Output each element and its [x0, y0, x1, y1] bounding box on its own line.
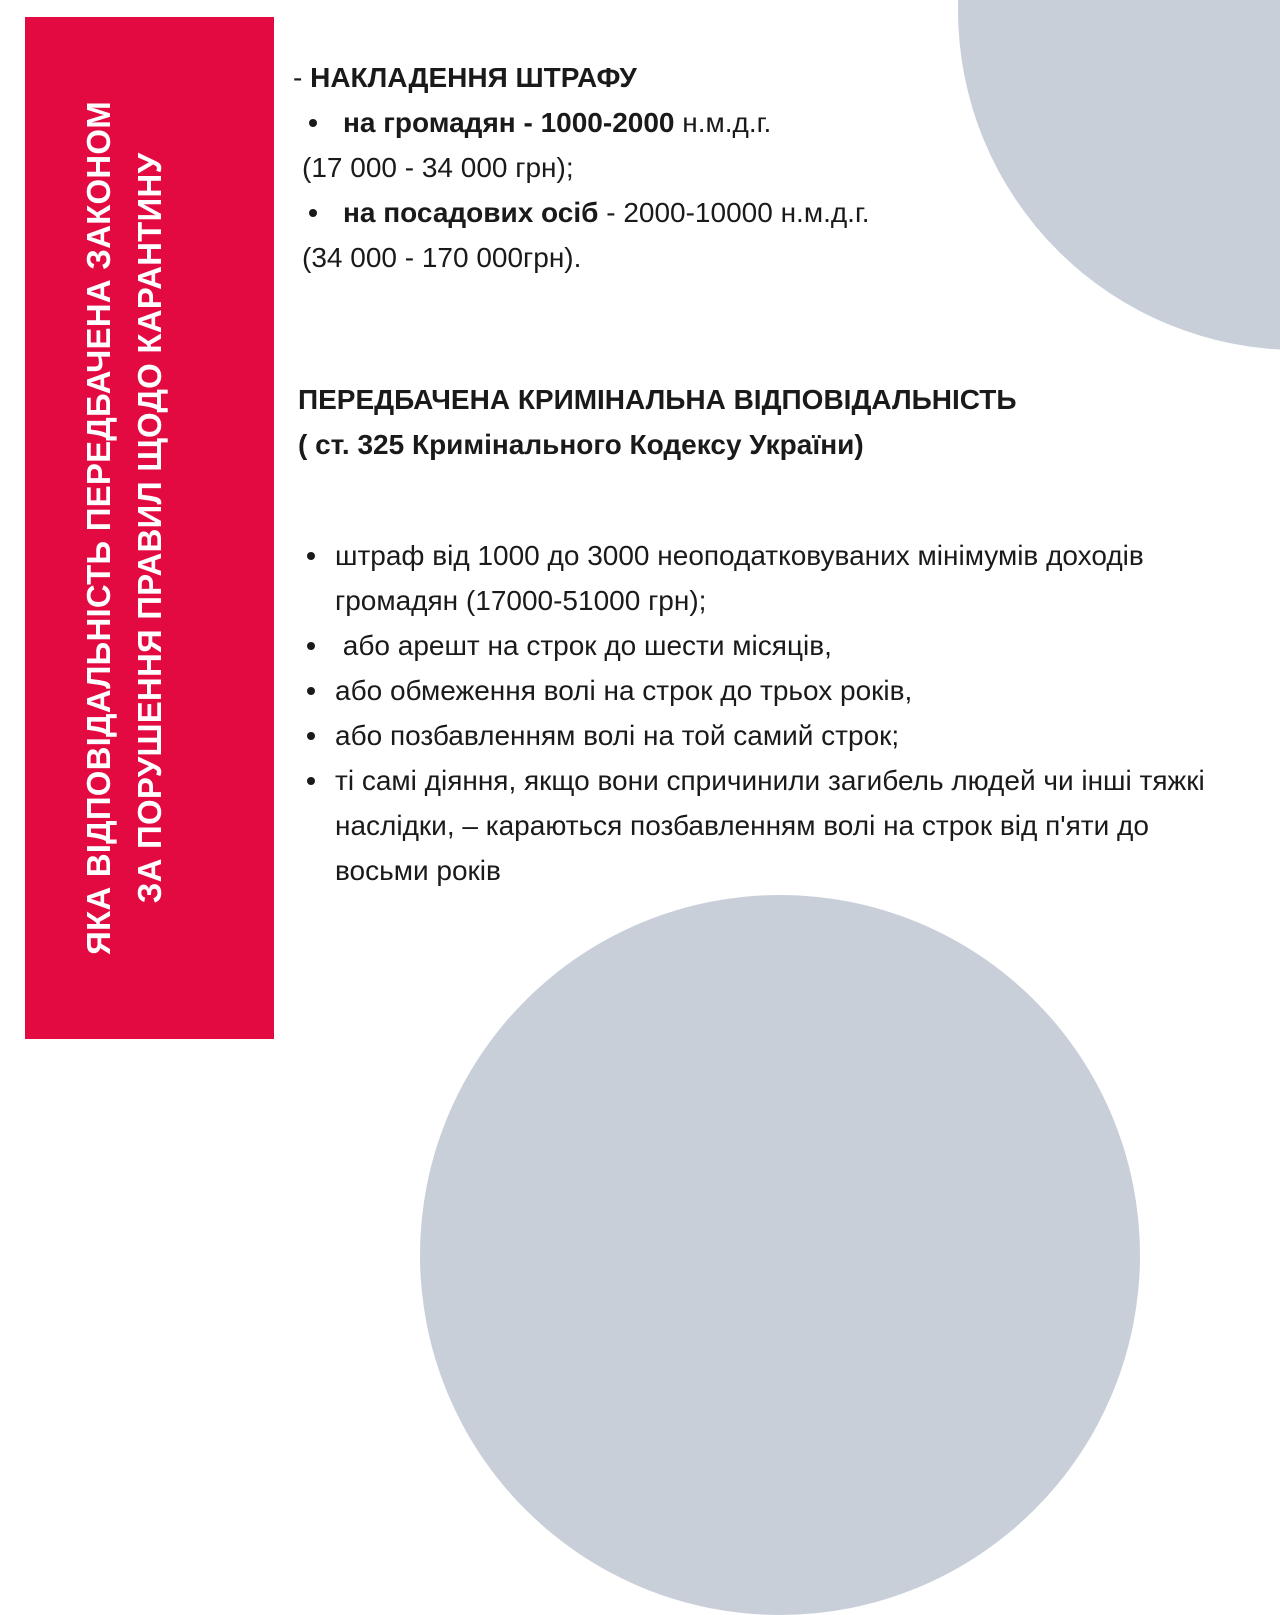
list-item [303, 758, 1223, 893]
bullet-icon [307, 642, 315, 650]
fine-officials-rest: - 2000-10000 н.м.д.г. [598, 197, 870, 228]
list-item-text: або арешт на строк до шести місяців, [335, 630, 832, 661]
bullet-icon [307, 552, 315, 560]
fine-dash: - [293, 62, 311, 93]
list-item-text: ті самі діяння, якщо вони спричинили загибель людей чи інші тяжкі наслідки, – караються позбавленням волі на строк від п'яти до восьми років [335, 765, 1205, 886]
bullet-icon [309, 119, 317, 127]
criminal-heading-line-1: ПЕРЕДБАЧЕНА КРИМІНАЛЬНА ВІДПОВІДАЛЬНІСТЬ [298, 384, 1017, 415]
side-title-line-1: ЯКА ВІДПОВІДАЛЬНІСТЬ ПЕРЕДБАЧЕНА ЗАКОНОМ [80, 101, 117, 955]
fine-citizens-line [309, 100, 771, 145]
fine-heading: НАКЛАДЕННЯ ШТРАФУ [310, 62, 637, 93]
fine-officials-bold: на посадових осіб [343, 197, 599, 228]
criminal-penalties-list [303, 533, 1223, 893]
list-item [303, 623, 1223, 668]
list-item-text: штраф від 1000 до 3000 неоподатковуваних мінімумів доходів громадян (17000-51000 грн); [335, 540, 1144, 616]
list-item-text: або обмеження волі на строк до трьох років, [335, 675, 913, 706]
bullet-icon [307, 687, 315, 695]
fine-heading-line [293, 55, 637, 100]
list-item [303, 668, 1223, 713]
fine-citizens-unit: н.м.д.г. [674, 107, 772, 138]
bullet-icon [307, 732, 315, 740]
fine-officials-amount: (34 000 - 170 000грн). [302, 242, 582, 273]
fine-citizens-amount: (17 000 - 34 000 грн); [302, 152, 574, 183]
fine-citizens-bold: на громадян - 1000-2000 [343, 107, 675, 138]
side-title-line-2: ЗА ПОРУШЕННЯ ПРАВИЛ ЩОДО КАРАНТИНУ [131, 152, 168, 904]
decorative-circle-bottom [420, 895, 1140, 1615]
bullet-icon [307, 777, 315, 785]
list-item-text: або позбавленням волі на той самий строк; [335, 720, 900, 751]
bullet-icon [309, 209, 317, 217]
criminal-heading-line-2: ( ст. 325 Кримінального Кодексу України) [298, 429, 864, 460]
decorative-circle-top [958, 0, 1280, 350]
list-item [303, 713, 1223, 758]
fine-officials-line [309, 190, 870, 235]
side-title [73, 28, 175, 1028]
list-item [303, 533, 1223, 623]
